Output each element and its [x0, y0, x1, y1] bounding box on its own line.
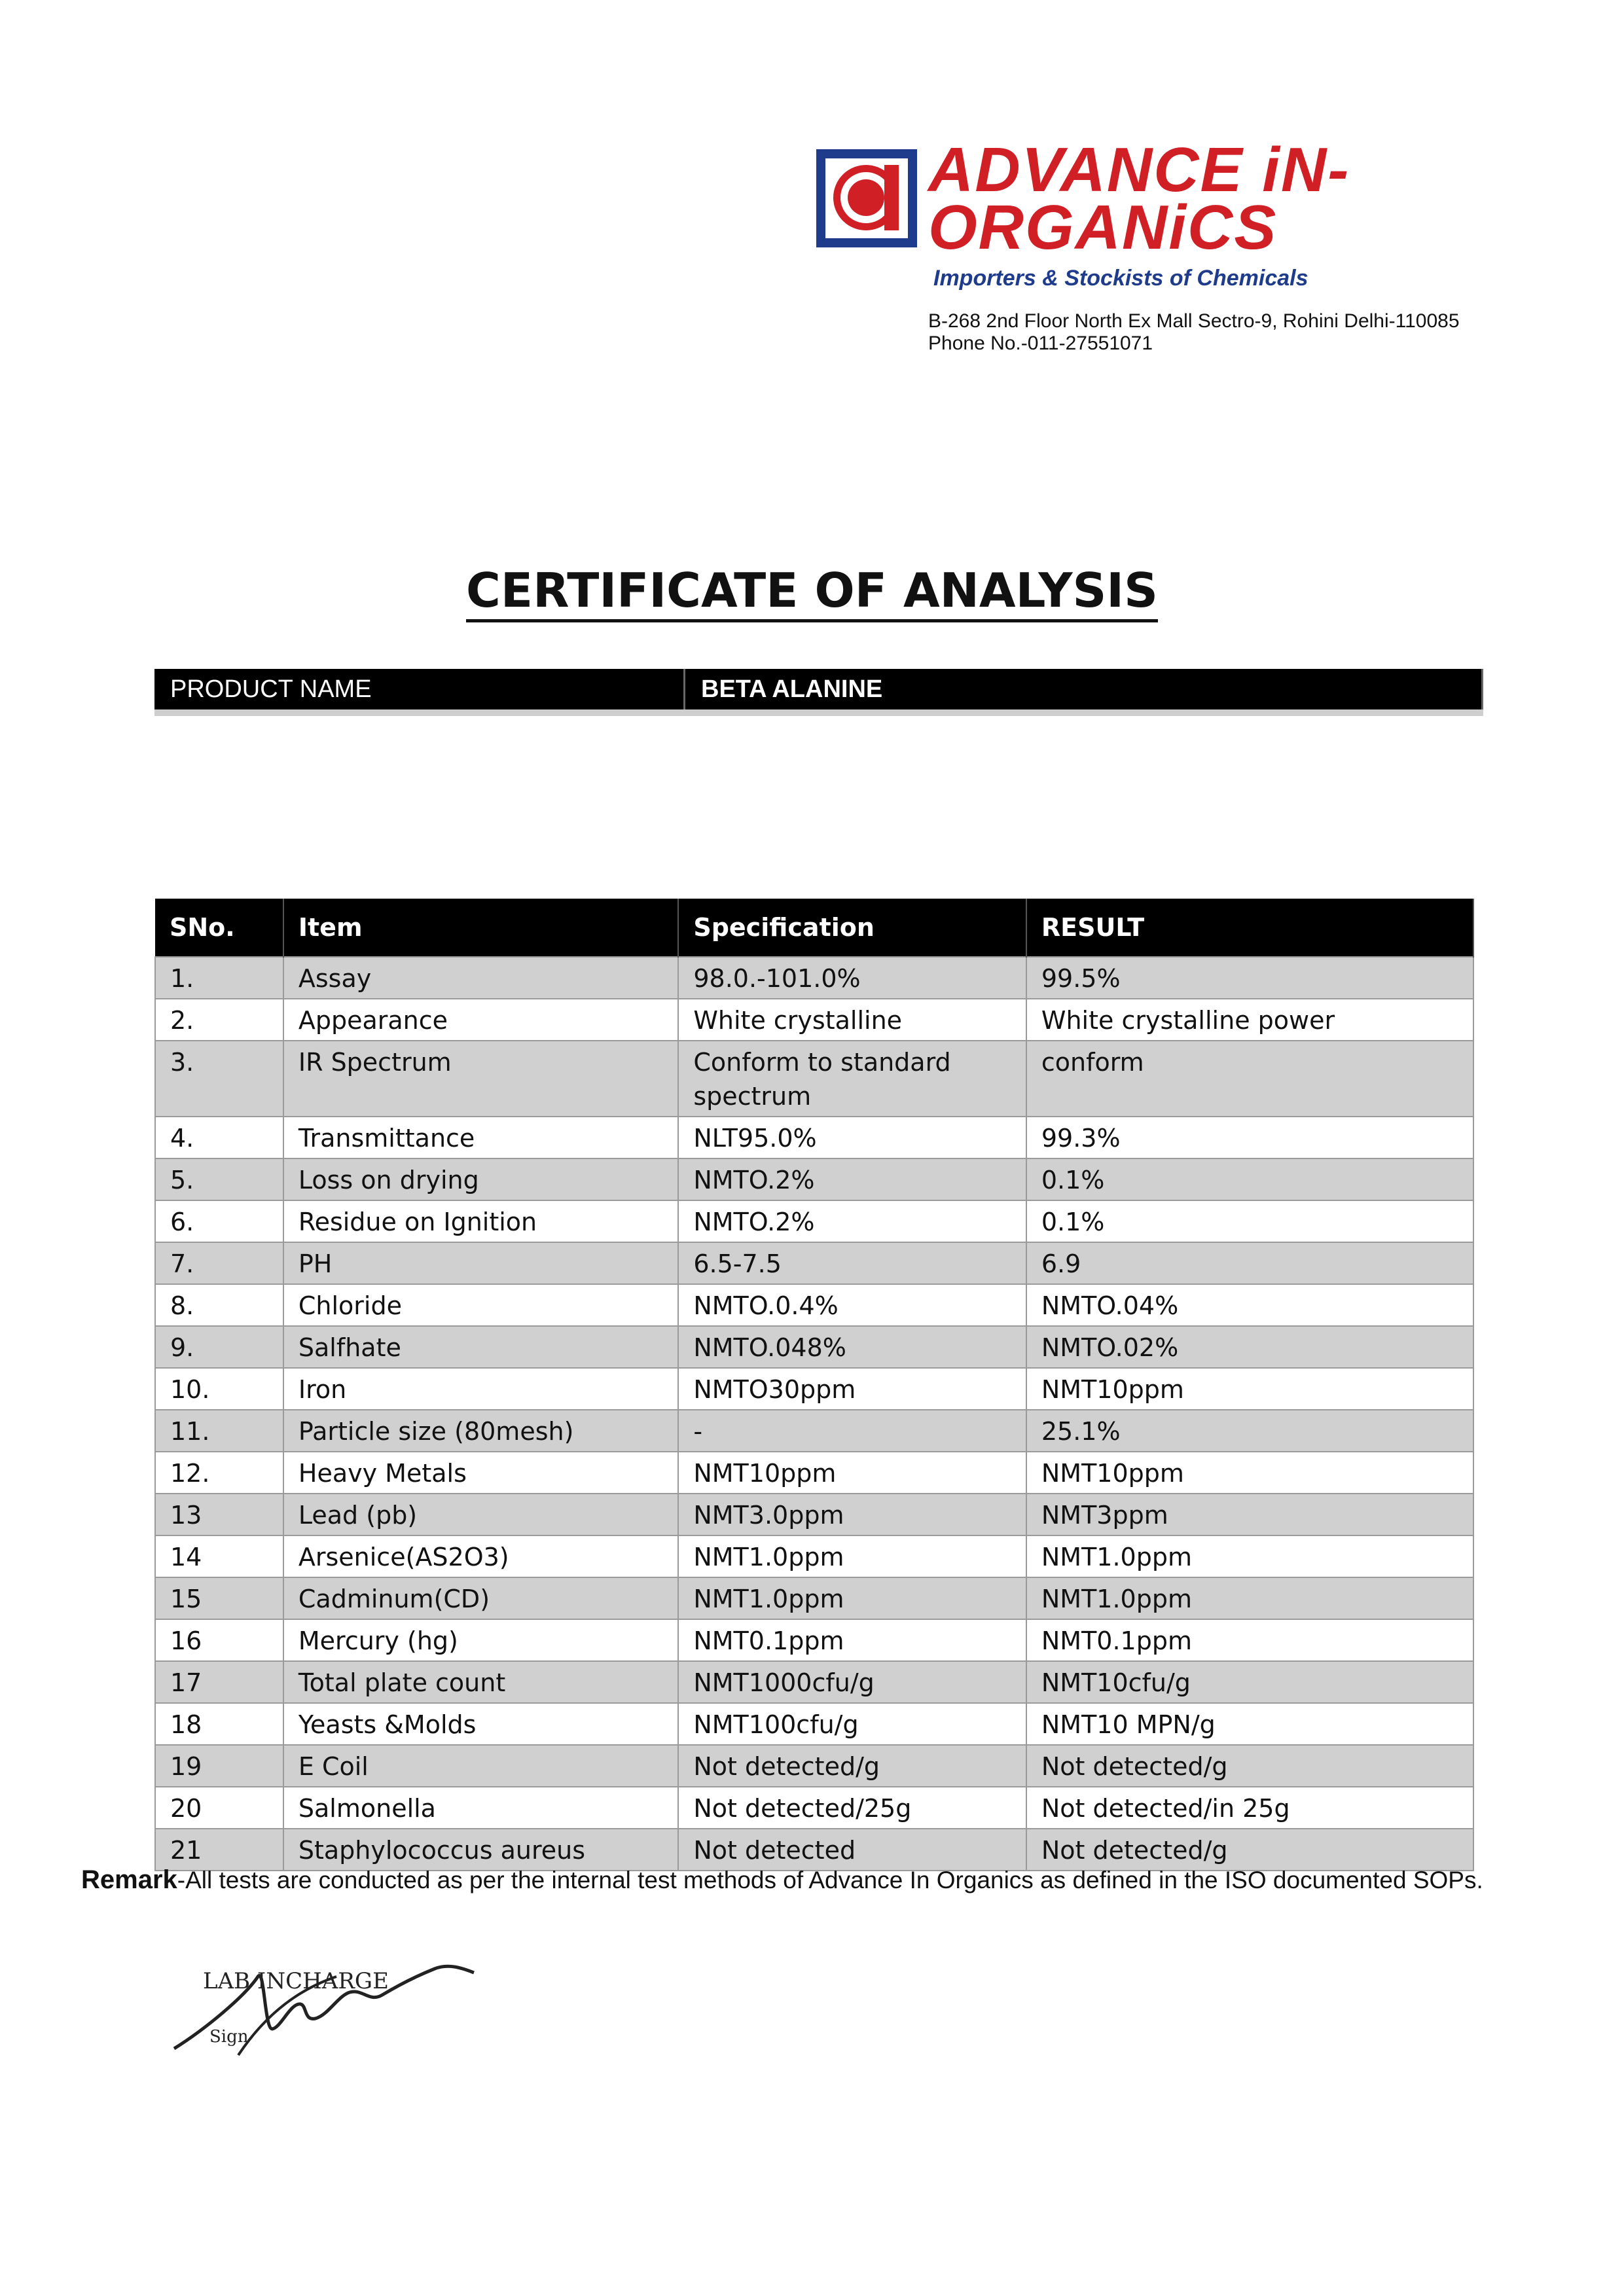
serial-number-cell: 1. [155, 957, 283, 999]
serial-number-cell: 16 [155, 1619, 283, 1661]
specification-cell: NMT1000cfu/g [678, 1661, 1026, 1703]
remark-label: Remark [81, 1865, 177, 1894]
table-row [155, 1200, 1473, 1242]
specification-cell: NMTO.048% [678, 1326, 1026, 1368]
table-row [155, 1452, 1473, 1494]
specification-cell: Conform to standard spectrum [678, 1041, 1026, 1117]
specification-cell: White crystalline [678, 999, 1026, 1041]
serial-number-cell: 8. [155, 1284, 283, 1326]
result-cell: NMT0.1ppm [1026, 1619, 1473, 1661]
column-header: Item [283, 899, 678, 957]
table-row [155, 1117, 1473, 1158]
specification-cell: NMT1.0ppm [678, 1535, 1026, 1577]
result-cell: NMT10cfu/g [1026, 1661, 1473, 1703]
serial-number-cell: 20 [155, 1787, 283, 1829]
serial-number-cell: 2. [155, 999, 283, 1041]
brand-name-line2: ORGANiCS [928, 192, 1278, 262]
serial-number-cell: 19 [155, 1745, 283, 1787]
column-header: SNo. [155, 899, 283, 957]
table-row [155, 1041, 1473, 1117]
table-row [155, 1829, 1473, 1871]
item-cell: Mercury (hg) [283, 1619, 678, 1661]
serial-number-cell: 9. [155, 1326, 283, 1368]
document-title: CERTIFICATE OF ANALYSIS [0, 563, 1624, 618]
table-row [155, 999, 1473, 1041]
item-cell: Appearance [283, 999, 678, 1041]
result-cell: NMTO.02% [1026, 1326, 1473, 1368]
specification-cell: Not detected/g [678, 1745, 1026, 1787]
result-cell: 0.1% [1026, 1158, 1473, 1200]
serial-number-cell: 18 [155, 1703, 283, 1745]
remark [81, 1865, 1483, 1895]
product-table [154, 669, 1483, 716]
company-tagline: Importers & Stockists of Chemicals [933, 266, 1308, 291]
brand-name-line1: ADVANCE iN- [928, 135, 1350, 205]
table-row [155, 1787, 1473, 1829]
item-cell: Transmittance [283, 1117, 678, 1158]
item-cell: E Coil [283, 1745, 678, 1787]
table-row [155, 1619, 1473, 1661]
company-logo-icon [816, 149, 917, 247]
table-row [155, 1535, 1473, 1577]
item-cell: Staphylococcus aureus [283, 1829, 678, 1871]
result-cell: NMT3ppm [1026, 1494, 1473, 1535]
specification-cell: NMTO.2% [678, 1158, 1026, 1200]
company-phone: Phone No.-011-27551071 [928, 332, 1153, 354]
serial-number-cell: 5. [155, 1158, 283, 1200]
table-row [155, 1158, 1473, 1200]
item-cell: Particle size (80mesh) [283, 1410, 678, 1452]
table-row [155, 1661, 1473, 1703]
item-cell: Total plate count [283, 1661, 678, 1703]
serial-number-cell: 4. [155, 1117, 283, 1158]
serial-number-cell: 17 [155, 1661, 283, 1703]
item-cell: Heavy Metals [283, 1452, 678, 1494]
table-row [155, 1326, 1473, 1368]
specification-cell: NMT10ppm [678, 1452, 1026, 1494]
specification-cell: NMT3.0ppm [678, 1494, 1026, 1535]
specification-cell: NMTO.2% [678, 1200, 1026, 1242]
table-header-row [155, 899, 1473, 957]
serial-number-cell: 3. [155, 1041, 283, 1117]
remark-text: -All tests are conducted as per the internal test methods of Advance In Organics as defined in the ISO documented SOPs. [177, 1867, 1483, 1893]
item-cell: IR Spectrum [283, 1041, 678, 1117]
table-row [155, 1745, 1473, 1787]
serial-number-cell: 13 [155, 1494, 283, 1535]
serial-number-cell: 11. [155, 1410, 283, 1452]
item-cell: PH [283, 1242, 678, 1284]
specification-cell: NMT0.1ppm [678, 1619, 1026, 1661]
result-cell: NMT1.0ppm [1026, 1577, 1473, 1619]
signature-stamp [166, 1950, 480, 2062]
result-cell: NMT10ppm [1026, 1452, 1473, 1494]
result-cell: NMT1.0ppm [1026, 1535, 1473, 1577]
column-header: Specification [678, 899, 1026, 957]
item-cell: Iron [283, 1368, 678, 1410]
result-cell: 25.1% [1026, 1410, 1473, 1452]
serial-number-cell: 7. [155, 1242, 283, 1284]
item-cell: Loss on drying [283, 1158, 678, 1200]
table-row [155, 1284, 1473, 1326]
item-cell: Lead (pb) [283, 1494, 678, 1535]
specification-cell: 98.0.-101.0% [678, 957, 1026, 999]
specification-cell: - [678, 1410, 1026, 1452]
specification-cell: Not detected/25g [678, 1787, 1026, 1829]
result-cell: Not detected/g [1026, 1745, 1473, 1787]
serial-number-cell: 6. [155, 1200, 283, 1242]
specification-cell: NMT1.0ppm [678, 1577, 1026, 1619]
result-cell: 99.5% [1026, 957, 1473, 999]
serial-number-cell: 15 [155, 1577, 283, 1619]
result-cell: Not detected/in 25g [1026, 1787, 1473, 1829]
result-cell: 99.3% [1026, 1117, 1473, 1158]
product-value: BETA ALANINE [685, 669, 1483, 713]
signature-sign-label: Sign [209, 2027, 249, 2047]
result-cell: NMTO.04% [1026, 1284, 1473, 1326]
specification-cell: NMTO30ppm [678, 1368, 1026, 1410]
item-cell: Residue on Ignition [283, 1200, 678, 1242]
item-cell: Assay [283, 957, 678, 999]
serial-number-cell: 12. [155, 1452, 283, 1494]
table-row [155, 1410, 1473, 1452]
item-cell: Chloride [283, 1284, 678, 1326]
specification-cell: NMTO.0.4% [678, 1284, 1026, 1326]
column-header: RESULT [1026, 899, 1473, 957]
specification-cell: 6.5-7.5 [678, 1242, 1026, 1284]
table-row [155, 1242, 1473, 1284]
item-cell: Salfhate [283, 1326, 678, 1368]
result-cell: Not detected/g [1026, 1829, 1473, 1871]
specification-cell: NMT100cfu/g [678, 1703, 1026, 1745]
table-row [155, 1368, 1473, 1410]
specification-cell: NLT95.0% [678, 1117, 1026, 1158]
table-row [155, 1577, 1473, 1619]
result-cell: 0.1% [1026, 1200, 1473, 1242]
item-cell: Arsenice(AS2O3) [283, 1535, 678, 1577]
table-row [155, 1703, 1473, 1745]
result-cell: conform [1026, 1041, 1473, 1117]
result-cell: NMT10ppm [1026, 1368, 1473, 1410]
result-cell: White crystalline power [1026, 999, 1473, 1041]
product-label: PRODUCT NAME [154, 669, 685, 713]
serial-number-cell: 14 [155, 1535, 283, 1577]
table-row [155, 1494, 1473, 1535]
result-cell: 6.9 [1026, 1242, 1473, 1284]
signature-title: LAB INCHARGE [203, 1968, 389, 1994]
analysis-table [154, 899, 1474, 1871]
company-address: B-268 2nd Floor North Ex Mall Sectro-9, Rohini Delhi-110085 [928, 310, 1460, 332]
specification-cell: Not detected [678, 1829, 1026, 1871]
table-row [155, 957, 1473, 999]
result-cell: NMT10 MPN/g [1026, 1703, 1473, 1745]
item-cell: Cadminum(CD) [283, 1577, 678, 1619]
item-cell: Salmonella [283, 1787, 678, 1829]
serial-number-cell: 21 [155, 1829, 283, 1871]
serial-number-cell: 10. [155, 1368, 283, 1410]
item-cell: Yeasts &Molds [283, 1703, 678, 1745]
